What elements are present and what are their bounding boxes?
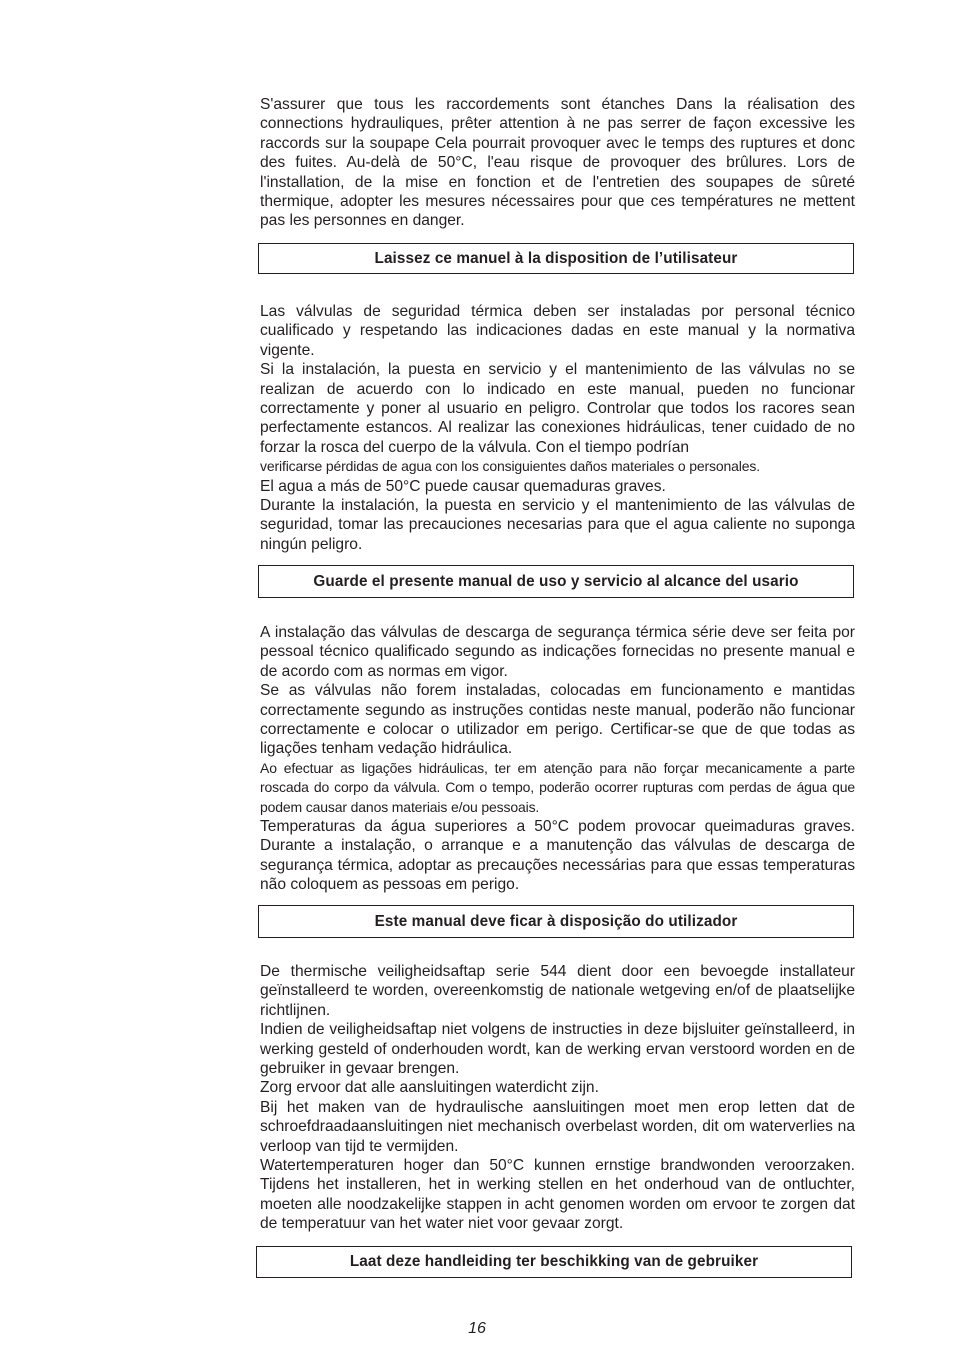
paragraph-nl-5: Watertemperaturen hoger dan 50°C kunnen ernstige brandwonden veroorzaken. Tijdens het installeren, het in werking stellen en het onderhoud van de ontluchter, moeten alle noodzakelijke stappen in acht genomen worden om ervoor te zorgen dat de temperatuur van het water niet voor gevaar zorgt. <box>260 1157 855 1233</box>
paragraph-es-3: verificarse pérdidas de agua con los consiguientes daños materiales o personales. <box>260 458 760 475</box>
paragraph-es-1: Las válvulas de seguridad térmica deben ser instaladas por personal técnico cualificado y respetando las indicaciones dadas en este manual y la normativa vigente. <box>260 303 855 359</box>
paragraph-es-5: Durante la instalación, la puesta en servicio y el mantenimiento de las válvulas de seguridad, tomar las precauciones necesarias para que el agua caliente no suponga ningún peligro. <box>260 497 855 553</box>
section-fr <box>260 95 855 231</box>
section-es <box>260 302 855 554</box>
notice-box-fr: Laissez ce manuel à la disposition de l’utilisateur <box>258 243 854 274</box>
paragraph-nl-4: Bij het maken van de hydraulische aansluitingen moet men erop letten dat de schroefdraadaansluitingen niet mechanisch overbelast worden, dit om waterverlies na verloop van tijd te vermijden. <box>260 1098 855 1155</box>
section-pt <box>260 623 855 895</box>
paragraph-es-2: Si la instalación, la puesta en servicio y el mantenimiento de las válvulas no se realizan de acuerdo con lo indicado en este manual, pueden no funcionar correctamente y poner al usuario en peligro. Controlar que todos los racores sean perfectamente estancos. Al realizar las conexiones hidráulicas, tener cuidado de no forzar la rosca del cuerpo de la válvula. Con el tiempo podrían <box>260 361 855 456</box>
paragraph-nl-3: Zorg ervoor dat alle aansluitingen waterdicht zijn. <box>260 1079 599 1097</box>
paragraph-pt-3: Ao efectuar as ligações hidráulicas, ter em atenção para não forçar mecanicamente a parte roscada do corpo da válvula. Com o tempo, poderão ocorrer rupturas com perdas de água que podem causar danos materiais e/ou pessoais. <box>260 759 855 815</box>
paragraph-fr-1: S'assurer que tous les raccordements sont étanches Dans la réalisation des connections hydrauliques, prêter attention à ne pas serrer de façon excessive les raccords sur la soupape Cela pourrait provoquer avec le temps des ruptures et donc des fuites. Au-delà de 50°C, l'eau risque de provoquer des brûlures. Lors de l'installation, de la mise en fonction et de l'entretien des soupapes de sûreté thermique, adopter les mesures nécessaires pour que ces températures ne mettent pas les personnes en danger. <box>260 96 855 230</box>
paragraph-pt-2: Se as válvulas não forem instaladas, colocadas em funcionamento e mantidas correctamente segundo as instruções contidas neste manual, poderão não funcionar correctamente e colocar o utilizador em perigo. Certificar-se que de que todas as ligações tenham vedação hidráulica. <box>260 682 855 758</box>
notice-box-nl: Laat deze handleiding ter beschikking van de gebruiker <box>256 1246 852 1278</box>
notice-box-pt: Este manual deve ficar à disposição do utilizador <box>258 905 854 938</box>
section-nl <box>260 962 855 1234</box>
paragraph-nl-2: Indien de veiligheidsaftap niet volgens de instructies in deze bijsluiter geïnstalleerd, in werking gesteld of onderhouden wordt, kan de werking ervan verstoord worden en de gebruiker in gevaar brengen. <box>260 1021 855 1078</box>
paragraph-nl-1: De thermische veiligheidsaftap serie 544 dient door een bevoegde installateur geïnstalleerd te worden, overeenkomstig de nationale wetgeving en/of de plaatselijke richtlijnen. <box>260 963 855 1019</box>
paragraph-es-4: El agua a más de 50°C puede causar quemaduras graves. <box>260 477 666 495</box>
notice-box-es: Guarde el presente manual de uso y servicio al alcance del usario <box>258 565 854 598</box>
paragraph-pt-1: A instalação das válvulas de descarga de segurança térmica série deve ser feita por pessoal técnico qualificado segundo as indicações fornecidas no presente manual e de acordo com as normas em vigor. <box>260 624 855 680</box>
page-number: 16 <box>468 1320 486 1337</box>
paragraph-pt-4: Temperaturas da água superiores a 50°C podem provocar queimaduras graves. Durante a instalação, o arranque e a manutenção das válvulas de descarga de segurança térmica, adoptar as precauções necessárias para que essas temperaturas não coloquem as pessoas em perigo. <box>260 818 855 894</box>
